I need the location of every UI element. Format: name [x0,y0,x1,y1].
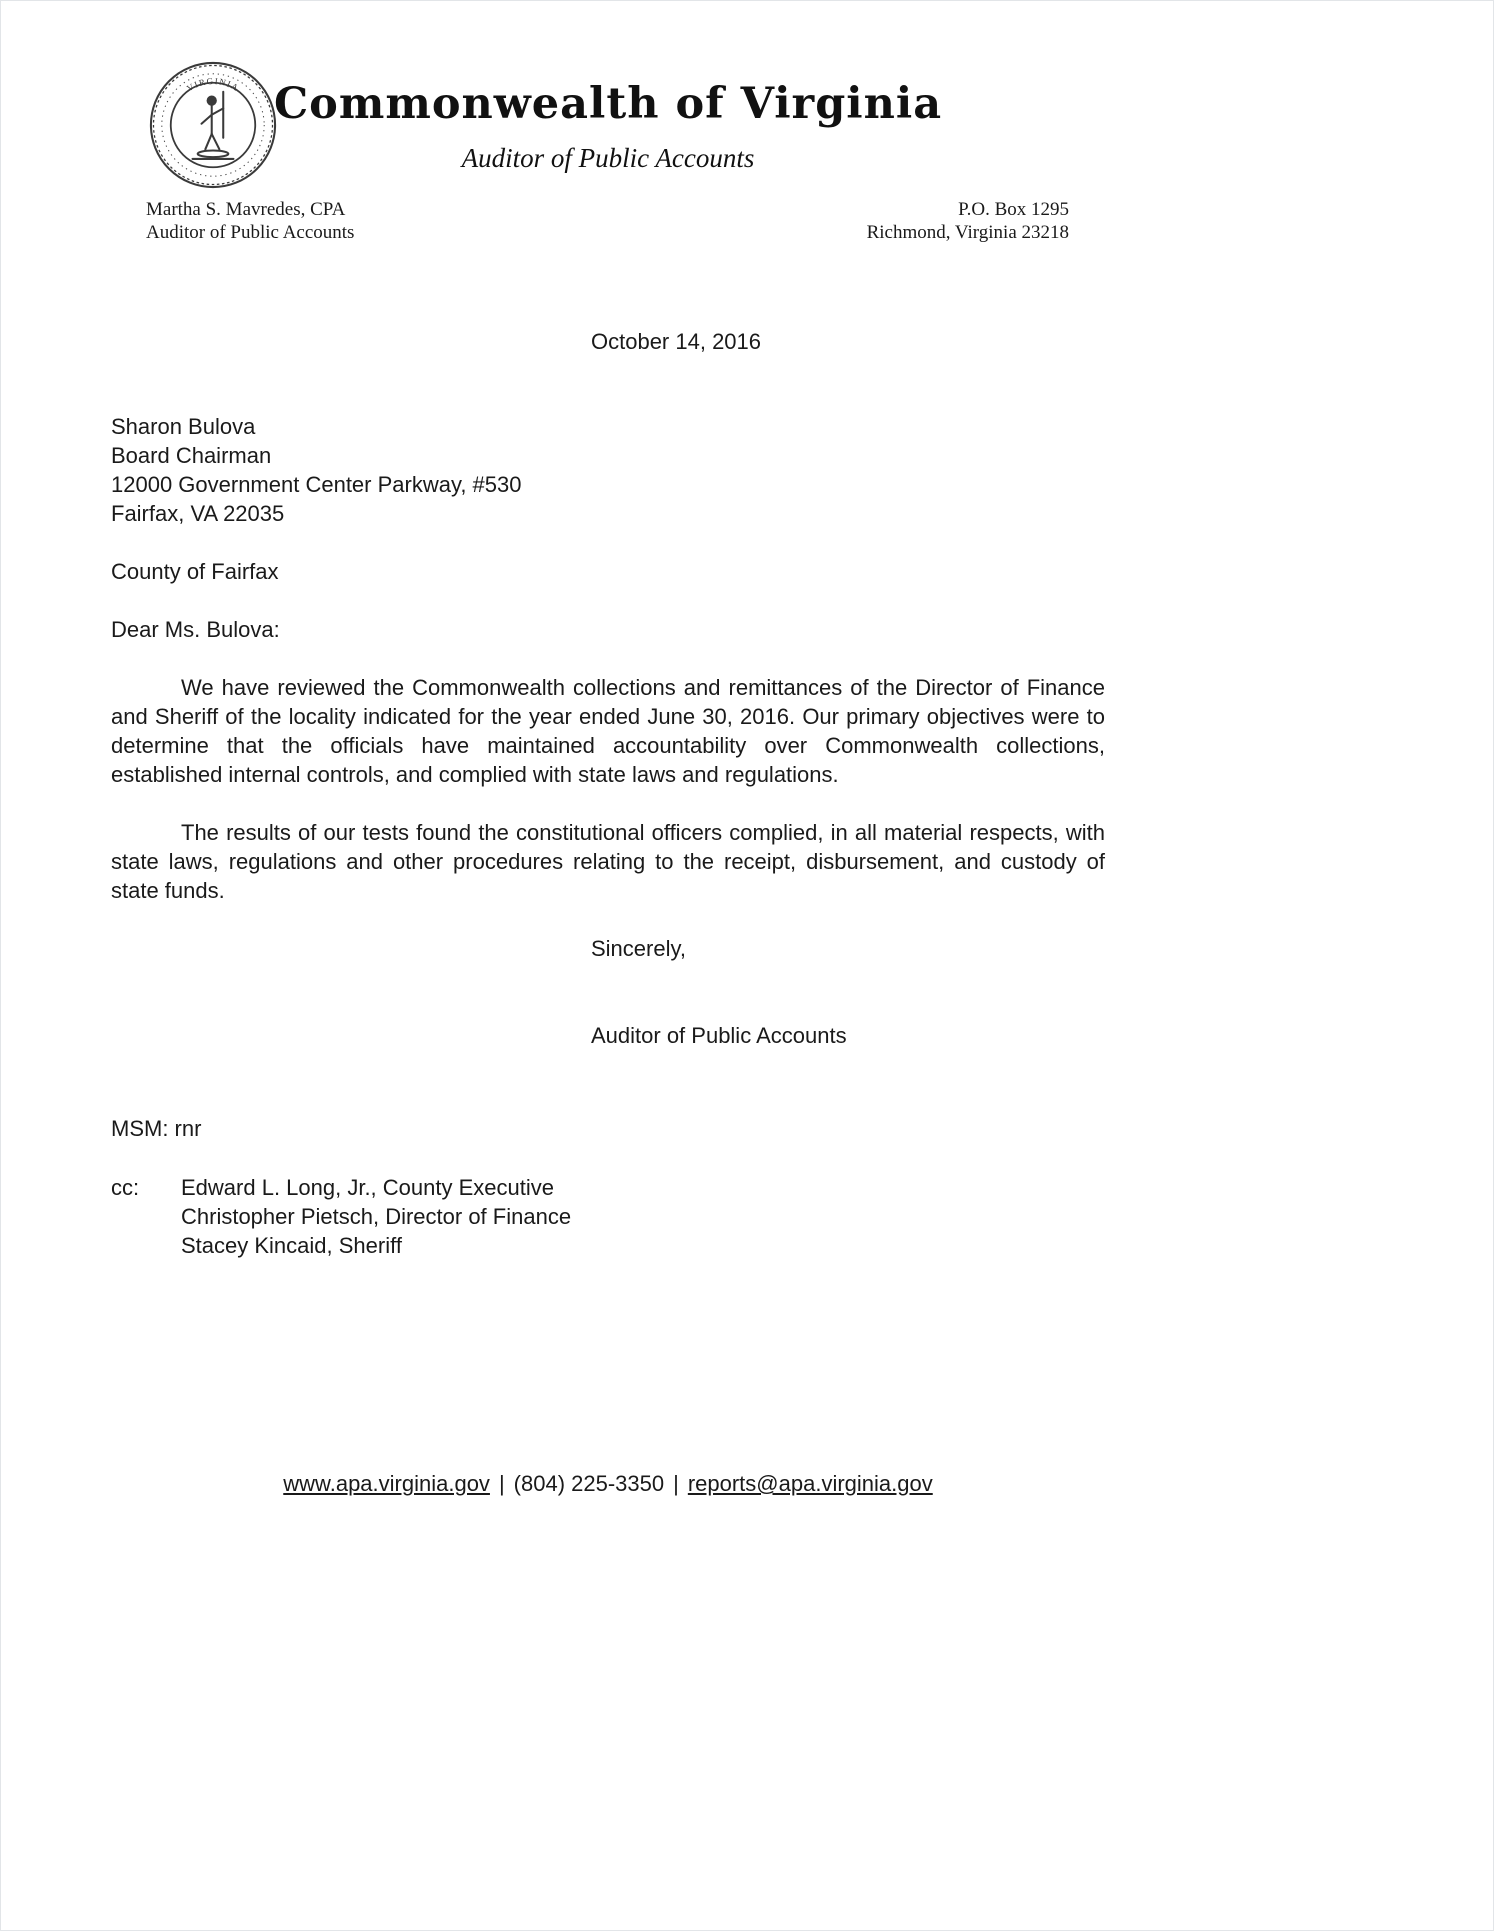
recipient-name: Sharon Bulova [111,414,256,439]
org-subtitle: Auditor of Public Accounts [461,143,755,173]
cc-item: Christopher Pietsch, Director of Finance [181,1204,572,1229]
recipient-city: Fairfax, VA 22035 [111,501,285,526]
cc-item: Stacey Kincaid, Sheriff [181,1233,402,1258]
cc-label: cc: [111,1175,140,1200]
email-link[interactable]: reports@apa.virginia.gov [687,1471,933,1496]
letter-footer [111,1469,1105,1498]
body-paragraph: The results of our tests found the constitutional officers complied, in all material respects, with state laws, regulations and other procedures relating to the receipt, disbursement, and custody of state funds. [111,820,1105,903]
letter-body [111,327,1105,1260]
phone-number: (804) 225-3350 [513,1471,665,1496]
footer-separator: | [673,1471,679,1496]
cc-item: Edward L. Long, Jr., County Executive [181,1175,554,1200]
recipient-title: Board Chairman [111,443,272,468]
recipient-address-block [111,412,1105,528]
official-contact-block [146,198,354,244]
salutation: Dear Ms. Bulova: [111,617,280,642]
locality-line: County of Fairfax [111,559,279,584]
letterhead-center [111,79,1105,174]
closing: Sincerely, [591,936,686,961]
body-paragraph: We have reviewed the Commonwealth collections and remittances of the Director of Finance and Sheriff of the locality indicated for the year ended June 30, 2016. Our primary objectives were to determine that the officials have maintained accountability over Commonwealth collections, established internal controls, and complied with state laws and regulations. [111,675,1105,787]
cc-list [181,1173,571,1260]
official-name: Martha S. Mavredes, CPA [146,199,346,220]
seal-ring-text: VIRGINIA [184,75,242,94]
signature-title: Auditor of Public Accounts [591,1023,847,1048]
office-address-block [867,198,1069,244]
website-link[interactable]: www.apa.virginia.gov [283,1471,490,1496]
reference-initials: MSM: rnr [111,1116,202,1141]
recipient-street: 12000 Government Center Parkway, #530 [111,472,522,497]
official-title: Auditor of Public Accounts [146,222,355,243]
letter-date: October 14, 2016 [591,329,762,354]
address-line-1: P.O. Box 1295 [958,199,1069,220]
address-line-2: Richmond, Virginia 23218 [866,222,1069,243]
cc-block [111,1173,1105,1260]
org-name: Commonwealth of Virginia [273,79,943,129]
letterhead [1,1,1493,261]
footer-separator: | [498,1471,505,1496]
